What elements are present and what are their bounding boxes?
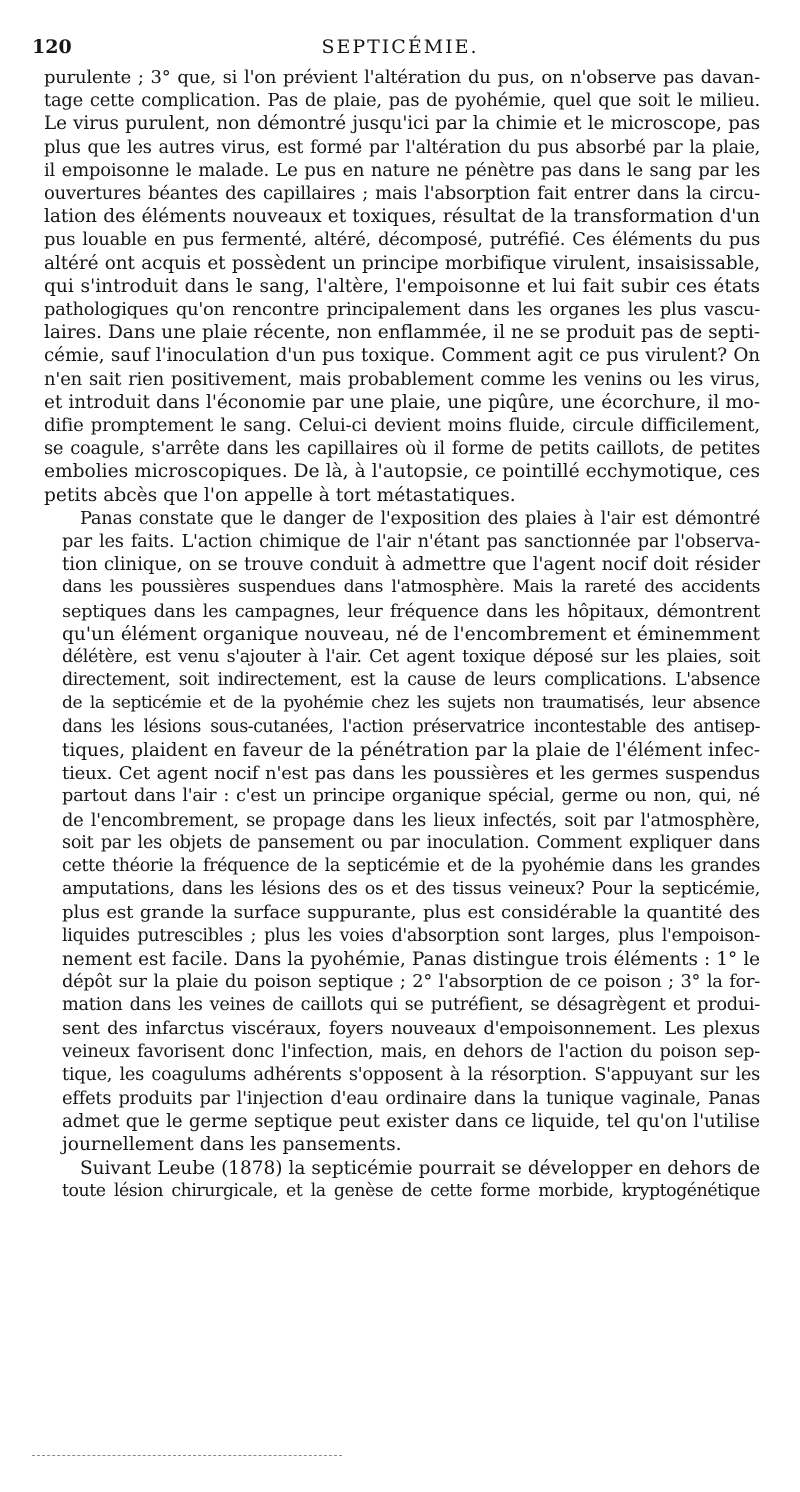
footer-divider <box>32 1455 342 1456</box>
text-line: difie promptement le sang. Celui-ci devient moins fluide, circule difficilement, <box>44 415 760 437</box>
text-line: veineux favorisent donc l'infection, mais, en dehors de l'action du poison sep- <box>62 1041 760 1062</box>
running-title: SEPTICÉMIE. <box>321 36 479 58</box>
page-header <box>32 36 768 64</box>
text-line: nement est facile. Dans la pyohémie, Panas distingue trois éléments : 1° le <box>62 948 760 970</box>
text-line: qu'un élément organique nouveau, né de l'encombrement et éminemment <box>62 623 760 645</box>
text-line: tiques, plaident en faveur de la pénétration par la plaie de l'élément infec- <box>62 739 760 761</box>
text-line: se coagule, s'arrête dans les capillaires où il forme de petits caillots, de petites <box>44 438 760 460</box>
text-line: amputations, dans les lésions des os et des tissus veineux? Pour la septicémie, <box>62 879 760 900</box>
text-line: de l'encombrement, se propage dans les lieux infectés, soit par l'atmosphère, <box>62 809 760 831</box>
text-line: Le virus purulent, non démontré jusqu'ici par la chimie et le microscope, pas <box>44 113 760 135</box>
text-line: altéré ont acquis et possèdent un principe morbifique virulent, insaisissable, <box>44 252 760 274</box>
page-number: 120 <box>32 36 72 58</box>
text-line: laires. Dans une plaie récente, non enflammée, il ne se produit pas de septi- <box>44 322 760 344</box>
text-line: sent des infarctus viscéraux, foyers nouveaux d'empoisonnement. Les plexus <box>62 1018 760 1040</box>
text-line: toute lésion chirurgicale, et la genèse de cette forme morbide, kryptogénétique <box>62 1180 760 1201</box>
text-line: liquides putrescibles ; plus les voies d'absorption sont larges, plus l'empoison- <box>62 925 760 946</box>
text-line: petits abcès que l'on appelle à tort métastatiques. <box>44 484 516 506</box>
paragraph <box>44 1157 760 1203</box>
text-line: pathologiques qu'on rencontre principalement dans les organes les plus vascu- <box>44 299 760 321</box>
text-line: délétère, est venu s'ajouter à l'air. Cet agent toxique déposé sur les plaies, soit <box>62 647 760 668</box>
text-line: n'en sait rien positivement, mais probablement comme les venins ou les virus, <box>44 368 760 390</box>
text-line: pus louable en pus fermenté, altéré, décomposé, putréfié. Ces éléments du pus <box>44 229 760 251</box>
text-line: plus que les autres virus, est formé par l'altération du pus absorbé par la plaie, <box>44 136 760 158</box>
text-line: embolies microscopiques. De là, à l'autopsie, ce pointillé ecchymotique, ces <box>44 461 760 483</box>
text-line: plus est grande la surface suppurante, plus est considérable la quantité des <box>62 902 760 924</box>
text-line: tieux. Cet agent nocif n'est pas dans les poussières et les germes suspendus <box>62 763 760 785</box>
paragraph <box>44 66 760 507</box>
text-line: ouvertures béantes des capillaires ; mais l'absorption fait entrer dans la circu- <box>44 183 760 205</box>
text-line: partout dans l'air : c'est un principe organique spécial, germe ou non, qui, né <box>62 786 760 807</box>
text-line: qui s'introduit dans le sang, l'altère, l'empoisonne et lui fait subir ces états <box>44 275 760 297</box>
text-line: cémie, sauf l'inoculation d'un pus toxique. Comment agit ce pus virulent? On <box>44 345 760 367</box>
text-line: purulente ; 3° que, si l'on prévient l'altération du pus, on n'observe pas davan- <box>44 67 760 88</box>
text-line: tage cette complication. Pas de plaie, pas de pyohémie, quel que soit le milieu. <box>44 90 760 112</box>
text-line: de la septicémie et de la pyohémie chez les sujets non traumatisés, leur absence <box>62 693 760 714</box>
text-line: mation dans les veines de caillots qui se putréfient, se désagrègent et produi- <box>62 995 760 1016</box>
text-line: tique, les coagulums adhérents s'opposent à la résorption. S'appuyant sur les <box>62 1064 760 1085</box>
text-line: dépôt sur la plaie du poison septique ; 2° l'absorption de ce poison ; 3° la for- <box>62 971 760 992</box>
text-line: lation des éléments nouveaux et toxiques, résultat de la transformation d'un <box>44 206 760 228</box>
text-line: admet que le germe septique peut exister dans ce liquide, tel qu'on l'utilise <box>62 1111 760 1133</box>
text-line: effets produits par l'injection d'eau ordinaire dans la tunique vaginale, Panas <box>62 1087 760 1109</box>
text-line: dans les poussières suspendues dans l'atmosphère. Mais la rareté des accidents <box>62 577 760 598</box>
text-line: journellement dans les pansements. <box>62 1134 402 1156</box>
body-text <box>44 66 760 1203</box>
text-line: dans les lésions sous-cutanées, l'action préservatrice incontestable des antisep- <box>62 716 760 737</box>
text-line: Suivant Leube (1878) la septicémie pourrait se développer en dehors de <box>80 1157 760 1179</box>
text-line: tion clinique, on se trouve conduit à admettre que l'agent nocif doit résider <box>62 554 760 576</box>
text-line: soit par les objets de pansement ou par inoculation. Comment expliquer dans <box>62 832 760 853</box>
text-line: par les faits. L'action chimique de l'air n'étant pas sanctionnée par l'observa- <box>62 531 760 553</box>
text-line: et introduit dans l'économie par une plaie, une piqûre, une écorchure, il mo- <box>44 391 760 413</box>
paragraph <box>44 507 760 1157</box>
text-line: Panas constate que le danger de l'exposition des plaies à l'air est démontré <box>80 507 760 529</box>
text-line: septiques dans les campagnes, leur fréquence dans les hôpitaux, démontrent <box>62 600 760 622</box>
text-line: il empoisonne le malade. Le pus en nature ne pénètre pas dans le sang par les <box>44 159 760 181</box>
text-line: directement, soit indirectement, est la cause de leurs complications. L'absence <box>62 670 760 691</box>
text-line: cette théorie la fréquence de la septicémie et de la pyohémie dans les grandes <box>62 855 760 876</box>
